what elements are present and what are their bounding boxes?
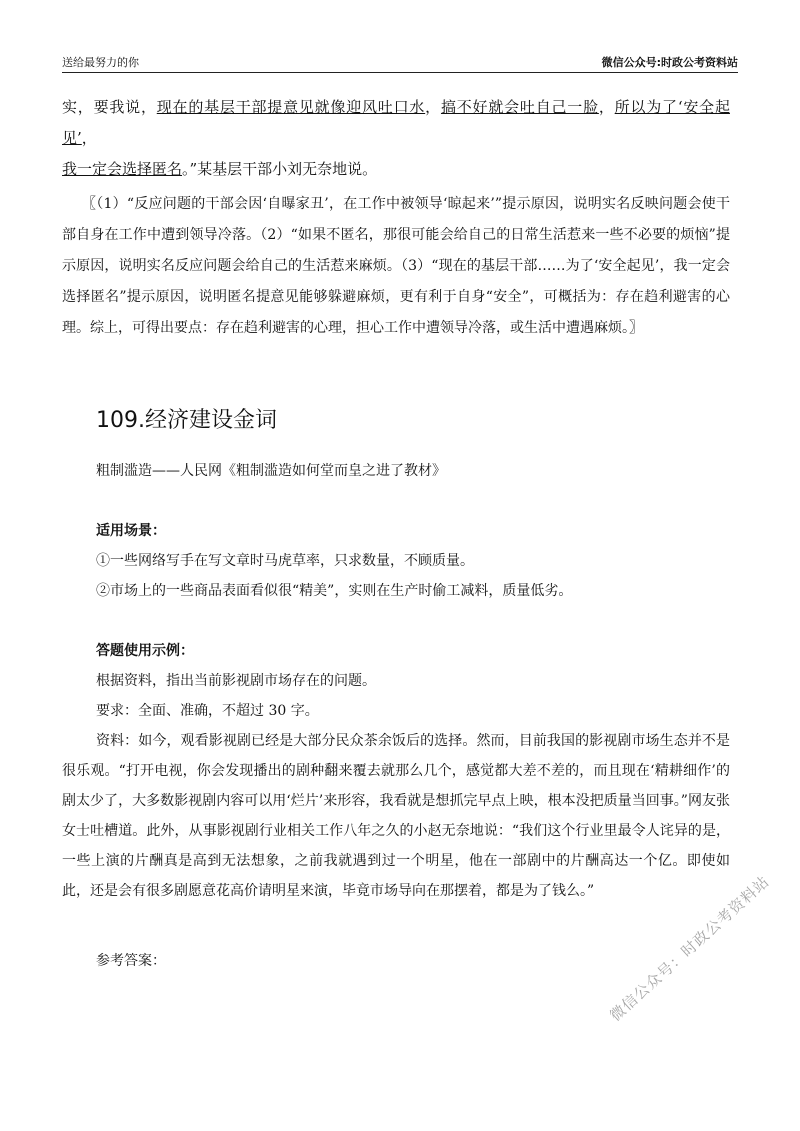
quote-underline-4: 我一定会选择匿名 <box>62 160 183 178</box>
header-left-text: 送给最努力的你 <box>62 56 139 69</box>
scenes-label: 适用场景： <box>96 523 166 539</box>
source-line: 粗制滥造——人民网《粗制滥造如何堂而皇之进了教材》 <box>96 463 446 479</box>
scene-item-2: ②市场上的一些商品表面看似很“精美”，实则在生产时偷工减料，质量低劣。 <box>96 583 573 599</box>
scene-item-1: ①一些网络写手在写文章时马虎草率，只求数量，不顾质量。 <box>96 553 474 569</box>
requirement-line: 要求：全面、准确，不超过 30 字。 <box>96 703 319 719</box>
quote-text-4: ， <box>81 129 97 147</box>
page-header <box>62 50 738 73</box>
quote-text-5: 。”某基层干部小刘无奈地说。 <box>182 160 378 178</box>
answer-label: 参考答案： <box>96 953 166 969</box>
page-content <box>62 92 730 976</box>
watermark-text: 微信公众号：时政公考资料站 <box>606 872 773 1025</box>
example-label: 答题使用示例： <box>96 643 194 659</box>
quote-text-3: ， <box>598 98 615 116</box>
quote-underline-2: 搞不好就会吐自己一脸 <box>440 98 599 116</box>
section-title: 109.经济建设金词 <box>96 408 277 433</box>
header-right-text: 微信公众号:时政公考资料站 <box>601 56 738 69</box>
quote-paragraph <box>62 92 730 185</box>
quote-text-2: ， <box>425 98 441 116</box>
quote-underline-3: 所以为了‘安全起见’ <box>62 98 730 147</box>
analysis-paragraph: 〖（1）“反应问题的干部会因‘自曝家丑’，在工作中被领导‘晾起来’”提示原因，说明实名反映问题会使干部自身在工作中遭到领导冷落。（2）“如果不匿名，那很可能会给自己的日常生活惹来一些不必要的烦恼”提示原因，说明实名反应问题会给自己的生活惹来麻烦。（3）“现在的基层干部……为了‘安全起见’，我一定会选择匿名”提示原因，说明匿名提意见能够躲避麻烦，更有利于自身“安全”，可概括为：存在趋利避害的心理。综上，可得出要点：存在趋利避害的心理，担心工作中遭领导冷落，或生活中遭遇麻烦。〗 <box>62 196 730 336</box>
quote-text-1: 实，要我说， <box>62 98 157 116</box>
quote-underline-1: 现在的基层干部提意见就像迎风吐口水 <box>156 98 426 116</box>
question-line: 根据资料，指出当前影视剧市场存在的问题。 <box>96 673 376 689</box>
material-paragraph: 资料：如今，观看影视剧已经是大部分民众茶余饭后的选择。然而，目前我国的影视剧市场生态并不是很乐观。“打开电视，你会发现播出的剧种翻来覆去就那么几个，感觉都大差不差的，而且现在‘精耕细作’的剧太少了，大多数影视剧内容可以用‘烂片’来形容，我看就是想抓完早点上映，根本没把质量当回事。”网友张女士吐槽道。此外，从事影视剧行业相关工作八年之久的小赵无奈地说：“我们这个行业里最令人诧异的是，一些上演的片酬真是高到无法想象，之前我就遇到过一个明星，他在一部剧中的片酬高达一个亿。即使如此，还是会有很多剧愿意花高价请明星来演，毕竟市场导向在那摆着，都是为了钱么。” <box>62 733 730 899</box>
